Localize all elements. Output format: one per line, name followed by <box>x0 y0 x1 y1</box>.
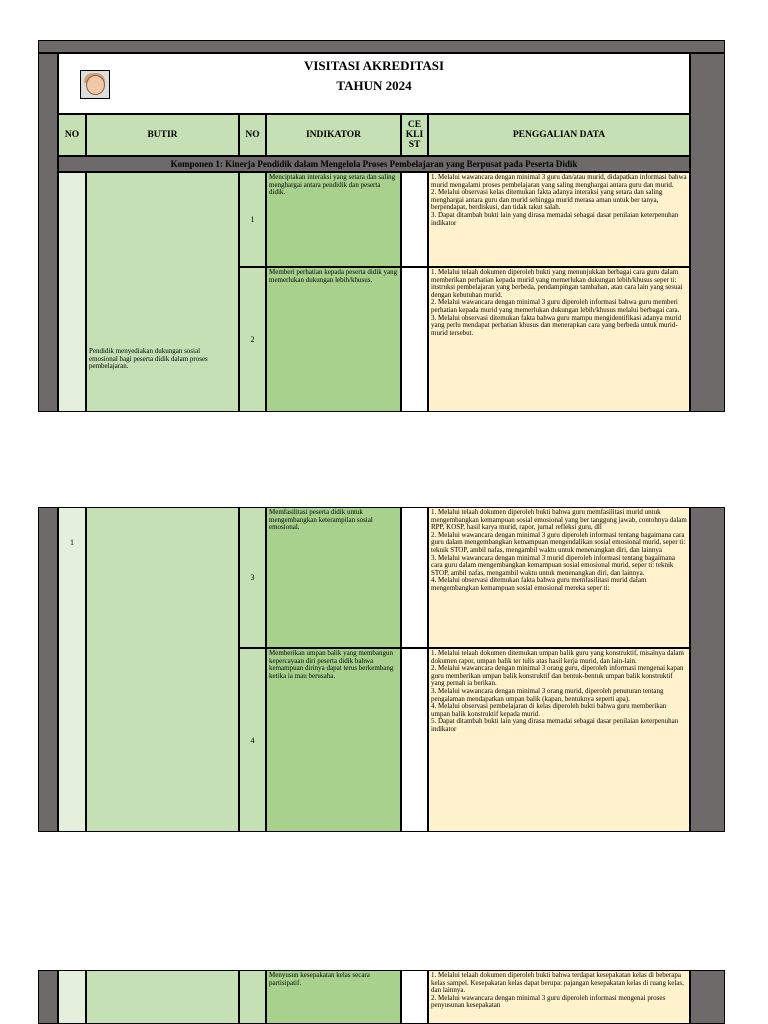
butir-no-cell <box>58 172 86 412</box>
title-area <box>58 53 690 114</box>
indikator-no-3: 3 <box>239 507 266 648</box>
col-header-penggalian: PENGGALIAN DATA <box>428 114 690 156</box>
ceklist-cell-2[interactable] <box>401 267 428 412</box>
indikator-no-4: 4 <box>239 648 266 832</box>
right-strip <box>690 53 725 412</box>
indikator-2: Memberi perhatian kepada peserta didik yang memerlukan dukungan lebih/khusus. <box>266 267 401 412</box>
ceklist-cell-4[interactable] <box>401 648 428 832</box>
penggalian-5: 1. Melalui telaah dokumen diperoleh bukti bahwa terdapat kesepakatan kelas di beberapa kelas sampel. Kesepakatan kelas dapat berupa: pajangan kesepakatan kelas di ruang kelas, dan lainnya. 2. Melalui wawancara dengan minimal 3 guru diperoleh informasi mengenai proses penyusunan kesepakatan <box>428 970 690 1024</box>
butir-cell <box>86 172 239 412</box>
butir-no-cell-cont <box>58 576 86 832</box>
indikator-3: Memfasilitasi peserta didik untuk mengembangkan keterampilan sosial emosional. <box>266 507 401 648</box>
top-band <box>38 40 725 53</box>
col-header-no: NO <box>58 114 86 156</box>
component-heading: Komponen 1: Kinerja Pendidik dalam Mengelola Proses Pembelajaran yang Berpusat pada Peserta Didik <box>58 156 690 172</box>
penggalian-1: 1. Melalui wawancara dengan minimal 3 guru dan/atau murid, didapatkan informasi bahwa murid mengalami proses pembelajaran yang saling menghargai antara guru dan murid. 2. Melalui observasi kelas ditemukan fakta adanya interaksi yang setara dan saling menghargai antara guru dan murid sehingga murid merasa aman untuk ber tanya, berpendapat, berdiskusi, dan tidak takut salah. 3. Dapat ditambah bukti lain yang dirasa memadai sebagai dasar penilaian keterpenuhan indikator <box>428 172 690 267</box>
right-strip <box>690 970 725 1024</box>
ceklist-cell-3[interactable] <box>401 507 428 648</box>
indikator-5: Menyusun kesepakatan kelas secara partisipatif. <box>266 970 401 1024</box>
sheet-page-2 <box>38 507 725 832</box>
left-strip <box>38 53 58 412</box>
butir-no-cell <box>58 970 86 1024</box>
col-header-no-indikator: NO <box>239 114 266 156</box>
col-header-indikator: INDIKATOR <box>266 114 401 156</box>
page-title-line2: TAHUN 2024 <box>336 78 412 93</box>
sheet-page-1 <box>38 40 725 412</box>
sheet-page-3 <box>38 970 725 1024</box>
penggalian-3: 1. Melalui telaah dokumen diperoleh bukti bahwa guru memfasilitasi murid untuk mengembangkan kemampuan sosial emosional yang ber tanggung jawab, contohnya dalam RPP, KOSP, hasil karya murid, rapor, jurnal refleksi guru, dll 2. Melalui wawancara dengan minimal 3 guru diperoleh informasi tentang bagaimana cara guru dalam mengembangkan kemampuan mengendalikan sosial emosional murid, seper ti: teknik STOP, ambil nafas, mengambil waktu untuk menenangkan diri, dan lainnya 3. Melalui wawancara dengan minimal 3 murid diperoleh informasi tentang bagaimana cara guru dalam mengembangkan kemampuan sosial emosional murid, seper ti: teknik STOP, ambil nafas, mengambil waktu untuk menenangkan diri, dan lainnya. 4. Melalui observasi ditemukan fakta bahwa guru memfasilitasi murid dalam mengembangkan kemampuan sosial emosional mereka seper ti: <box>428 507 690 648</box>
indikator-4: Memberikan umpan balik yang membangun kepercayaan diri peserta didik bahwa kemampuan dirinya dapat terus berkembang ketika ia mau berusaha. <box>266 648 401 832</box>
right-strip <box>690 507 725 832</box>
butir-no-cell: 1 <box>58 507 86 577</box>
ceklist-cell-5[interactable] <box>401 970 428 1024</box>
indikator-no-2: 2 <box>239 267 266 412</box>
page-title-line1: VISITASI AKREDITASI <box>303 58 445 73</box>
ceklist-cell-1[interactable] <box>401 172 428 267</box>
left-strip <box>38 507 58 832</box>
col-header-ceklist: CE KLI ST <box>401 114 428 156</box>
butir-text: Pendidik menyediakan dukungan sosial emosional bagi peserta didik dalam proses pembelajaran. <box>89 347 208 371</box>
indikator-no-1: 1 <box>239 172 266 267</box>
col-header-butir: BUTIR <box>86 114 239 156</box>
butir-cell <box>86 970 239 1024</box>
indikator-1: Menciptakan interaksi yang setara dan saling menghargai antara pendidik dan peserta didik. <box>266 172 401 267</box>
penggalian-4: 1. Melalui telaah dokumen ditemukan umpan balik guru yang konstruktif, misalnya dalam dokumen rapor, umpan balik ter tulis atas hasil kerja murid, dan lain-lain. 2. Melalui wawancara dengan minimal 3 orang guru, diperoleh informasi mengenai kapan guru memberikan umpan balik konstruktif dan bentuk-bentuk umpan balik konstruktif yang pernah ia berikan. 3. Melalui wawancara dengan minimal 3 orang murid, diperoleh penuturan tentang pengalaman mendapatkan umpan balik (kapan, bentuknya seperti apa). 4. Melalui observasi pembelajaran di kelas diperoleh bukti bahwa guru memberikan umpan balik konstruktif kepada murid. 5. Dapat ditambah bukti lain yang dirasa memadai sebagai dasar penilaian keterpenuhan indikator <box>428 648 690 832</box>
butir-cell <box>86 507 239 832</box>
indikator-no-5 <box>239 970 266 1024</box>
left-strip <box>38 970 58 1024</box>
penggalian-2: 1. Melalui telaah dokumen diperoleh bukti yang menunjukkan berbagai cara guru dalam memberikan perhatian kepada murid yang memerlukan dukungan lebih/khusus seper ti: instruksi pembelajaran yang berbeda, pendampingan tambahan, atau cara lain yang sesuai dengan kebutuhan murid. 2. Melalui wawancara dengan minimal 3 guru diperoleh informasi bahwa guru memberi perhatian kepada murid yang memerlukan dukungan lebih/khusus melalui berbagai cara. 3. Melalui observasi ditemukan fakta bahwa guru mampu mengidentifikasi adanya murid yang perlu mendapat perhatian khusus dan menerapkan cara yang berbeda untuk murid-murid tersebut. <box>428 267 690 412</box>
